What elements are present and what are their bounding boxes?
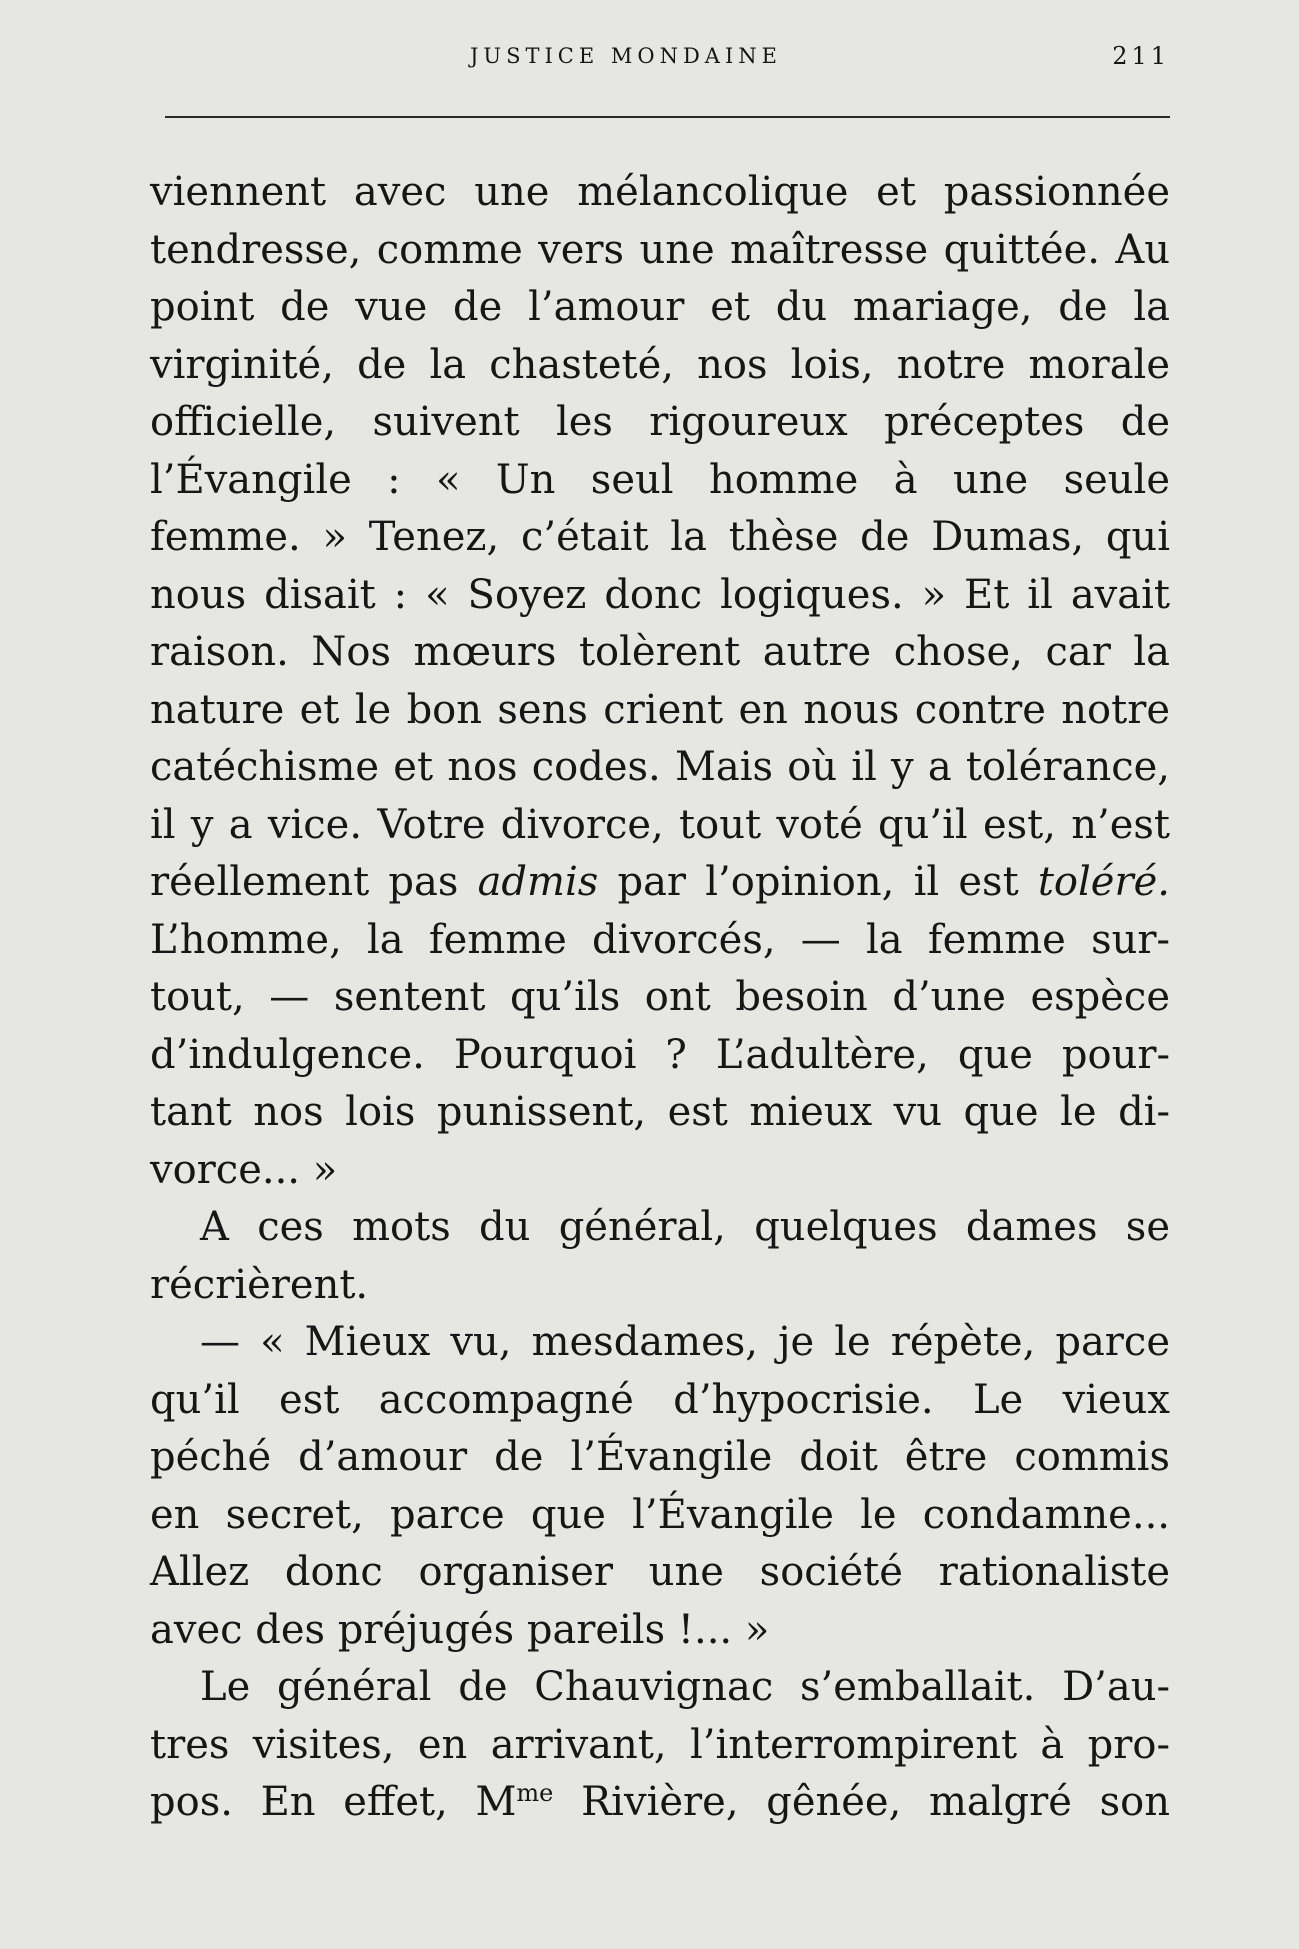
running-head	[150, 40, 1170, 80]
book-page	[150, 40, 1170, 80]
text-line: tant nos lois punissent, est mieux vu que le di-	[150, 1089, 1170, 1135]
page-number: 211	[1112, 42, 1170, 70]
text-line: femme. » Tenez, c’était la thèse de Dumas, qui	[150, 514, 1170, 560]
paragraph	[150, 1199, 1170, 1314]
paragraph	[150, 164, 1170, 1199]
text-line: officielle, suivent les rigoureux préceptes de	[150, 399, 1170, 445]
text-line: Allez donc organiser une société rationaliste	[150, 1549, 1170, 1595]
text-line: catéchisme et nos codes. Mais où il y a tolérance,	[150, 744, 1170, 790]
text-line-with-superscript	[150, 1774, 1170, 1832]
text-run: pos. En effet, M	[150, 1779, 517, 1825]
text-line: — « Mieux vu, mesdames, je le répète, parce	[200, 1319, 1170, 1365]
text-line: L’homme, la femme divorcés, — la femme sur-	[150, 916, 1170, 963]
text-line: A ces mots du général, quelques dames se	[200, 1204, 1170, 1250]
text-line: Le général de Chauvignac s’emballait. D’au-	[200, 1664, 1170, 1710]
text-line: tout, — sentent qu’ils ont besoin d’une espèce	[150, 974, 1170, 1020]
text-line: qu’il est accompagné d’hypocrisie. Le vieux	[150, 1376, 1170, 1423]
text-run: réellement pas	[150, 859, 478, 905]
text-line: en secret, parce que l’Évangile le condamne...	[150, 1491, 1170, 1538]
text-line: viennent avec une mélancolique et passionnée	[150, 169, 1170, 215]
italic-word: toléré.	[1037, 859, 1170, 905]
text-line: il y a vice. Votre divorce, tout voté qu’il est, n’est	[150, 801, 1170, 848]
italic-word: admis	[477, 859, 599, 905]
text-line: nous disait : « Soyez donc logiques. » Et il avait	[150, 571, 1170, 618]
header-rule	[165, 116, 1170, 118]
text-line: virginité, de la chasteté, nos lois, notre morale	[150, 341, 1170, 388]
text-line: récrièrent.	[150, 1261, 369, 1308]
text-line: péché d’amour de l’Évangile doit être commis	[150, 1434, 1170, 1480]
text-line: nature et le bon sens crient en nous contre notre	[150, 686, 1170, 733]
text-run: Rivière, gênée, malgré son	[553, 1779, 1170, 1825]
superscript: me	[516, 1779, 554, 1807]
text-line: l’Évangile : « Un seul homme à une seule	[150, 456, 1170, 503]
paragraph	[150, 1314, 1170, 1659]
paragraph	[150, 1659, 1170, 1832]
text-line: point de vue de l’amour et du mariage, de la	[150, 284, 1170, 330]
body-text	[150, 164, 1170, 1832]
text-line: avec des préjugés pareils !... »	[150, 1606, 770, 1653]
text-run: par l’opinion, il est	[598, 859, 1038, 905]
text-line: tres visites, en arrivant, l’interrompirent à pro-	[150, 1721, 1170, 1768]
text-line-with-italics	[150, 854, 1170, 912]
text-line: vorce... »	[150, 1146, 338, 1193]
text-line: tendresse, comme vers une maîtresse quittée. Au	[150, 226, 1170, 273]
text-line: d’indulgence. Pourquoi ? L’adultère, que pour-	[150, 1031, 1170, 1078]
running-title: JUSTICE MONDAINE	[470, 44, 782, 68]
text-line: raison. Nos mœurs tolèrent autre chose, car la	[150, 629, 1170, 675]
